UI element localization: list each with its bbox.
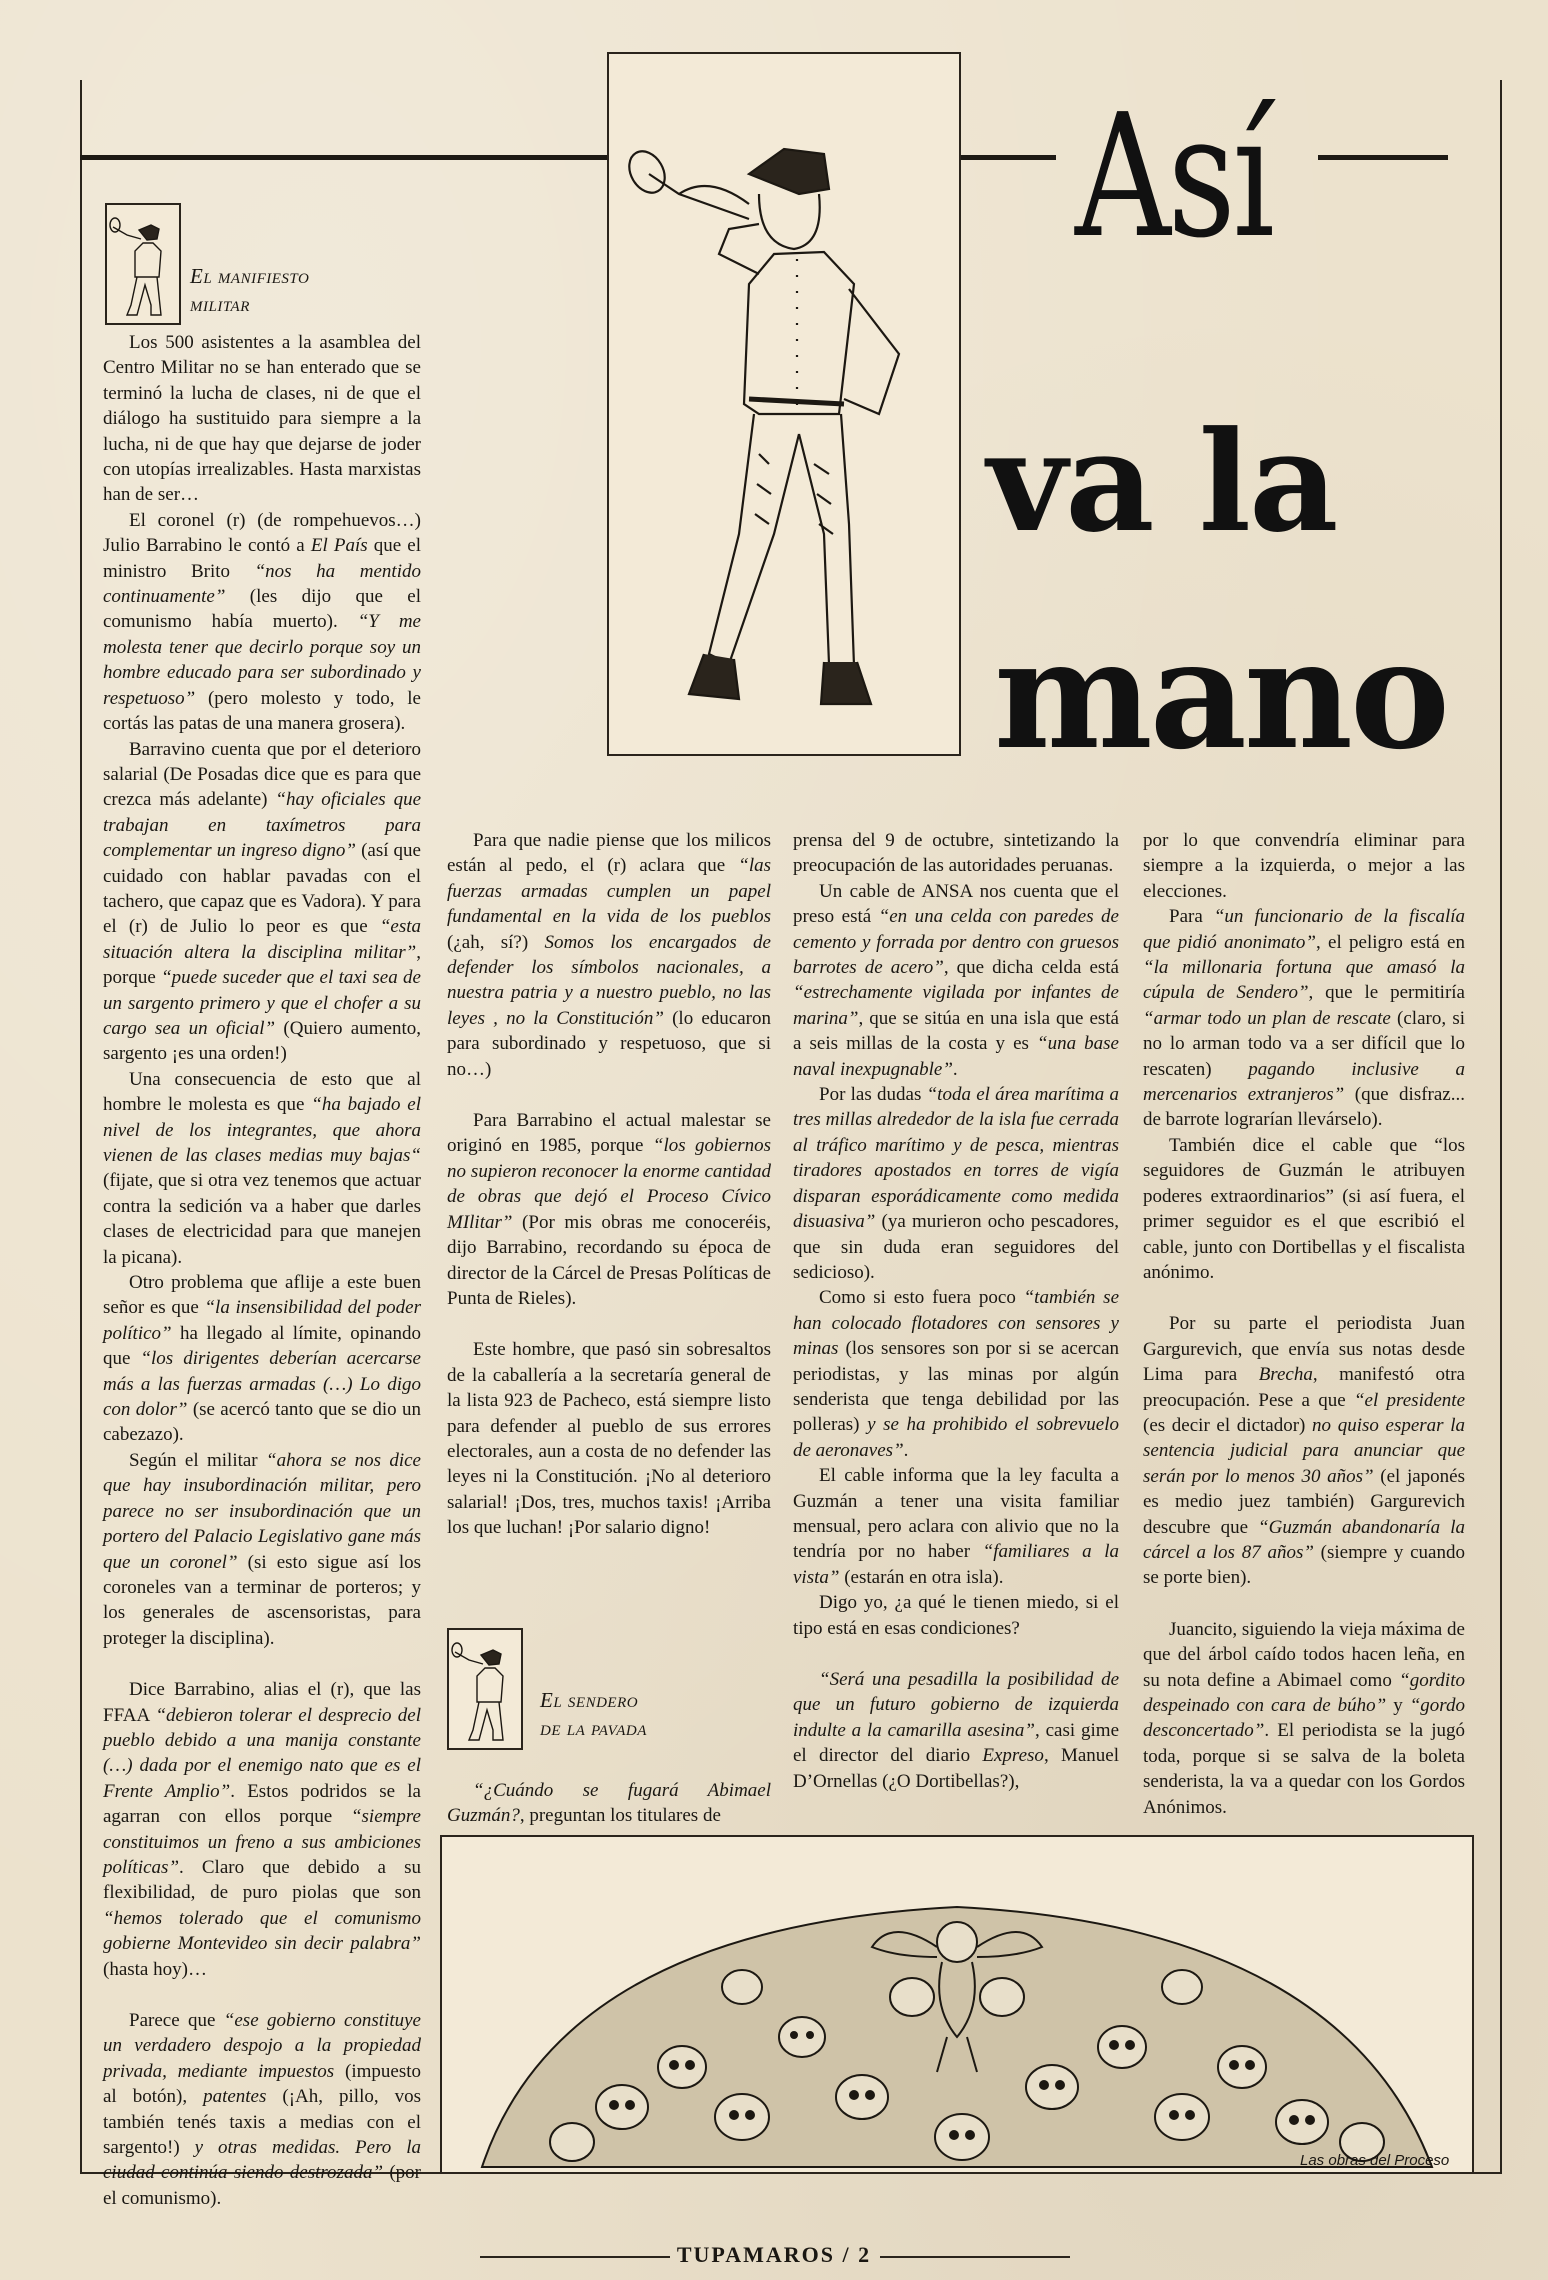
col1-paragraph: Los 500 asistentes a la asamblea del Centro Militar no se han enterado que se terminó la lucha de clases, ni de que el diálogo ha sustituido para siempre a la lucha, ni de que hay que dejarse de joder con utopías irrealizables. Hasta marxistas han de ser… — [103, 332, 421, 506]
column-2 — [447, 828, 771, 1541]
small-soldier-icon — [105, 203, 181, 325]
column-2-bottom — [447, 1778, 771, 1829]
col1-paragraph: Una consecuencia de esto que al hombre le molesta es que “ha bajado el nivel de los integrantes, que ahora vienen de las clases medias muy bajas“ (fijate, que si otra vez tenemos que actuar contra la sedición va a haber que darles clases de electricidad para que manejen la picana). — [103, 1068, 422, 1268]
headline-asi: Así — [1075, 78, 1272, 276]
col3-paragraph: El cable informa que la ley faculta a Guzmán a tener una visita familiar mensual, pero aclara con alivio que no la tendría por no haber “familiares a la vista” (estarán en otra isla). — [793, 1465, 1119, 1588]
skull-pile-drawing — [442, 1837, 1472, 2172]
col1-paragraph: Parece que “ese gobierno constituye un verdadero despojo a la propiedad privada, mediante impuestos (impuesto al botón), patentes (¡Ah, pillo, vos también tenés taxis a medias con el sargento!) y otras medidas. Pero la ciudad continúa siendo destrozada” (por el comunismo). — [103, 2010, 421, 2209]
col4-paragraph: por lo que convendría eliminar para siempre a la izquierda, o mejor a las elecciones. — [1143, 830, 1465, 902]
illustration-caption: Las obras del Proceso — [1300, 2152, 1450, 2169]
col1-paragraph: Según el militar “ahora se nos dice que hay insubordinación militar, pero parece no ser insubordinación que un portero del Palacio Legislativo gane más que un coronel” (si esto sigue así los coroneles van a terminar de porteros; y los generales de ascensoristas, para proteger la disciplina). — [103, 1449, 421, 1649]
headline-mano: mano — [994, 607, 1448, 783]
col4-paragraph: Para “un funcionario de la fiscalía que pidió anonimato”, el peligro está en “la millonaria fortuna que amasó la cúpula de Sendero”, que le permitiría “armar todo un plan de rescate (claro, si no lo arman todo va a ser difícil que lo rescaten) pagando inclusive a mercenarios extranjeros” (que disfraz... de barrote lograrían llevárselo). — [1143, 906, 1466, 1131]
heading-manifiesto-line2: militar — [190, 292, 250, 316]
col4-paragraph: Juancito, siguiendo la vieja máxima de que del árbol caído todos hacen leña, en su nota define a Abimael como “gordito despeinado con cara de búho” y “gordo desconcertado”. El periodista se la jugó toda, porque si se salva de la boleta senderista, la va a quedar con los Gordos Anónimos. — [1143, 1618, 1465, 1818]
header-rule-mid — [958, 155, 1056, 160]
heading-sendero-line2: de la pavada — [540, 1716, 647, 1740]
col1-paragraph: El coronel (r) (de rompehuevos…) Julio Barrabino le contó a El País que el ministro Brito “nos ha mentido continuamente” (les dijo que el comunismo había muerto). “Y me molesta tener que decirlo porque soy un hombre educado para ser subordinado y respetuoso” (pero molesto y todo, le cortás las patas de una manera grosera). — [103, 509, 421, 735]
col1-paragraph: Barravino cuenta que por el deterioro salarial (De Posadas dice que es para que crezca más adelante) “hay oficiales que trabajan en taxímetros para complementar un ingreso digno” (así que cuidado con hablar pavadas con el tachero, que capaz que es Vadora). Y para el (r) de Julio lo peor es que “esta situación altera la disciplina militar”, porque “puede suceder que el taxi sea de un sargento primero y que el chofer a su cargo sea un oficial” (Quiero aumento, sargento ¡es una orden!) — [103, 738, 422, 1065]
col2-paragraph: “¿Cuándo se fugará Abimael Guzmán?, preguntan los titulares de — [447, 1780, 771, 1827]
soldier-bugle-illustration — [607, 52, 961, 756]
heading-sendero-line1: El sendero — [540, 1688, 639, 1712]
skulls-illustration — [440, 1835, 1474, 2174]
header-rule-left — [80, 155, 607, 160]
col4-paragraph: También dice el cable que “los seguidores de Guzmán le atribuyen poderes extraordinarios” (si así fuera, el primer seguidor es el que escribió el cable, junto con Dortibellas y el fiscalista anónimo. — [1143, 1134, 1465, 1283]
col2-paragraph: Para que nadie piense que los milicos están al pedo, el (r) aclara que “las fuerzas armadas cumplen un papel fundamental en la vida de los pueblos (¿ah, sí?) Somos los encargados de defender los símbolos nacionales, a nuestra patria y a nuestro pueblo, no las leyes , no la Constitución” (lo educaron para subordinado y respetuoso, que si no…) — [447, 830, 771, 1080]
col3-paragraph: Por las dudas “toda el área marítima a tres millas alrededor de la isla fue cerrada al tráfico marítimo y de pesca, mientras tiradores apostados en torres de vigía disparan esporádicamente como medida disuasiva” (ya murieron ocho pescadores, que sin duda eran seguidores del sedicioso). — [793, 1084, 1119, 1283]
soldier-drawing — [609, 54, 959, 754]
column-1 — [103, 330, 421, 2211]
small-soldier-icon-2 — [447, 1628, 523, 1750]
col4-paragraph: Por su parte el periodista Juan Gargurevich, que envía sus notas desde Lima para Brecha, manifestó otra preocupación. Pese a que “el presidente (es decir el dictador) no quiso esperar la sentencia judicial para anunciar que serán por lo menos 30 años” (el japonés es medio juez también) Gargurevich descubre que “Guzmán abandonaría la cárcel a los 87 años” (siempre y cuando se porte bien). — [1143, 1313, 1466, 1589]
col1-paragraph: Dice Barrabino, alias el (r), que las FFAA “debieron tolerar el desprecio del pueblo debido a una manija constante (…) dada por el enemigo nato que es el Frente Amplio”. Estos podridos se la agarran con ellos porque “siempre constituimos un freno a sus ambiciones políticas”. Claro que debido a su flexibilidad, de puro piolas que son “hemos tolerado que el comunismo gobierne Montevideo sin decir palabra” (hasta hoy)… — [103, 1679, 422, 1980]
col3-paragraph: “Será una pesadilla la posibilidad de que un futuro gobierno de izquierda indulte a la camarilla asesina”, casi gime el director del diario Expreso, Manuel D’Ornellas (¿O Dortibellas?), — [793, 1669, 1120, 1792]
col3-paragraph: Digo yo, ¿a qué le tienen miedo, si el tipo está en esas condiciones? — [793, 1592, 1119, 1639]
bugler-icon — [449, 1630, 521, 1748]
section-heading-manifiesto — [190, 262, 309, 318]
col3-paragraph: prensa del 9 de octubre, sintetizando la preocupación de las autoridades peruanas. — [793, 830, 1119, 877]
column-4 — [1143, 828, 1465, 1820]
column-3 — [793, 828, 1119, 1794]
col3-paragraph: Como si esto fuera poco “también se han colocado flotadores con sensores y minas (los sensores son por si se acercan periodistas, y las minas por algún senderista que tenga debilidad por las polleras) y se ha prohibido el sobrevuelo de aeronaves”. — [793, 1287, 1119, 1461]
section-heading-sendero — [540, 1686, 647, 1742]
bugler-icon — [107, 205, 179, 323]
col2-paragraph: Para Barrabino el actual malestar se originó en 1985, porque “los gobiernos no supieron reconocer la enorme cantidad de obras que dejó el Proceso Cívico MIlitar” (Por mis obras me conoceréis, dijo Barrabino, recordando su época de director de la Cárcel de Presas Políticas de Punta de Rieles). — [447, 1110, 771, 1309]
col1-paragraph: Otro problema que aflije a este buen señor es que “la insensibilidad del poder político” ha llegado al límite, opinando que “los dirigentes deberían acercarse más a las fuerzas armadas (…) Lo digo con dolor” (se acercó tanto que se dio un cabezazo). — [103, 1272, 422, 1446]
header-rule-right — [1318, 155, 1448, 160]
col2-paragraph: Este hombre, que pasó sin sobresaltos de la caballería a la secretaría general de la lista 923 de Pacheco, está siempre listo para defender al pueblo de sus errores electorales, aun a costa de no defender las leyes ni la Constitución. ¡No al deterioro salarial! ¡Dos, tres, muchos taxis! ¡Arriba los que luchan! ¡Por salario digno! — [447, 1339, 771, 1539]
page-footer: TUPAMAROS / 2 — [676, 2242, 872, 2267]
heading-manifiesto-line1: El manifiesto — [190, 264, 310, 288]
headline-va-la: va la — [987, 400, 1337, 563]
col3-paragraph: Un cable de ANSA nos cuenta que el preso está “en una celda con paredes de cemento y forrada por dentro con gruesos barrotes de acero”, que dicha celda está “estrechamente vigilada por infantes de marina”, que se sitúa en una isla que está a seis millas de la costa y es “una base naval inexpugnable”. — [793, 880, 1119, 1080]
